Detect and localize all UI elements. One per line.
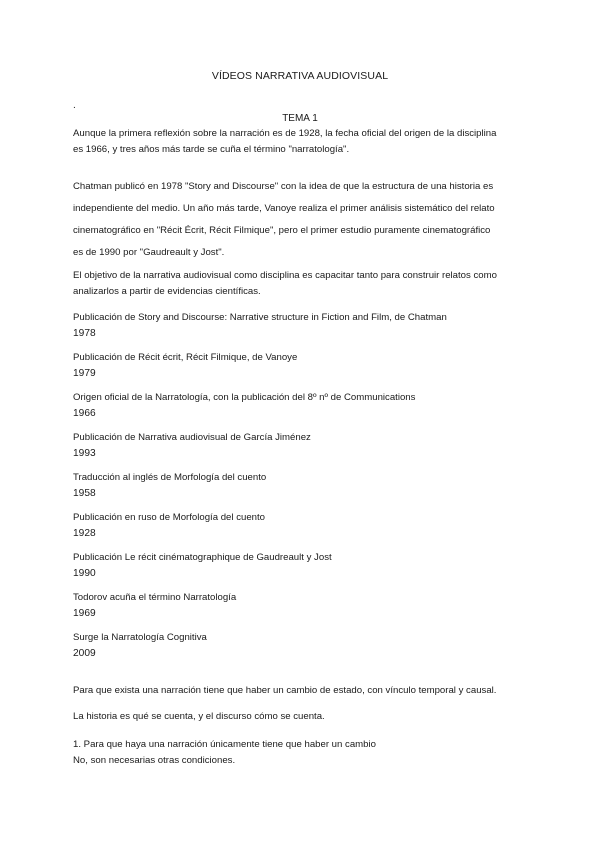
timeline-item [73, 310, 533, 342]
timeline-year: 1978 [73, 328, 96, 339]
timeline-event: Publicación en ruso de Morfología del cuento [73, 512, 265, 523]
chatman-line: cinematográfico en "Récit Écrit, Récit Filmique", pero el primer estudio puramente cinematográfico [73, 225, 491, 236]
cambio-paragraph [73, 683, 533, 699]
timeline-item [73, 430, 533, 462]
timeline-event: Publicación de Story and Discourse: Narrative structure in Fiction and Film, de Chatman [73, 312, 447, 323]
timeline-item [73, 550, 533, 582]
timeline-item [73, 590, 533, 622]
timeline-year: 1928 [73, 528, 96, 539]
cambio-text: Para que exista una narración tiene que haber un cambio de estado, con vínculo temporal y causal. [73, 685, 497, 696]
timeline-event: Publicación de Récit écrit, Récit Filmique, de Vanoye [73, 352, 298, 363]
timeline-item [73, 470, 533, 502]
chatman-line: Chatman publicó en 1978 "Story and Discourse" con la idea de que la estructura de una historia es [73, 181, 494, 192]
objetivo-line: El objetivo de la narrativa audiovisual como disciplina es capacitar tanto para construir relatos como [73, 270, 497, 281]
timeline-item [73, 390, 533, 422]
question-text: 1. Para que haya una narración únicamente tiene que haber un cambio [73, 739, 376, 750]
objetivo-line: analizarlos a partir de evidencias científicas. [73, 286, 261, 297]
timeline-event: Origen oficial de la Narratología, con la publicación del 8º nº de Communications [73, 392, 416, 403]
timeline-item [73, 510, 533, 542]
historia-text: La historia es qué se cuenta, y el discurso cómo se cuenta. [73, 711, 325, 722]
timeline-event: Surge la Narratología Cognitiva [73, 632, 207, 643]
intro-line: Aunque la primera reflexión sobre la narración es de 1928, la fecha oficial del origen de la disciplina [73, 128, 497, 139]
question-block [73, 737, 533, 769]
chatman-line: independiente del medio. Un año más tarde, Vanoye realiza el primer análisis sistemático del relato [73, 203, 495, 214]
historia-paragraph [73, 709, 533, 725]
timeline-year: 1969 [73, 608, 96, 619]
timeline-year: 2009 [73, 648, 96, 659]
document-title: VÍDEOS NARRATIVA AUDIOVISUAL [211, 70, 389, 82]
objetivo-paragraph [73, 268, 533, 300]
stray-marker: . [73, 100, 76, 111]
timeline-event: Traducción al inglés de Morfología del cuento [73, 472, 267, 483]
chatman-line: es de 1990 por "Gaudreault y Jost". [73, 247, 225, 258]
timeline-event: Publicación Le récit cinématographique de Gaudreault y Jost [73, 552, 332, 563]
section-heading: TEMA 1 [282, 113, 318, 124]
timeline-event: Publicación de Narrativa audiovisual de García Jiménez [73, 432, 311, 443]
timeline-item [73, 350, 533, 382]
timeline-year: 1993 [73, 448, 96, 459]
timeline-year: 1958 [73, 488, 96, 499]
intro-paragraph [73, 126, 533, 158]
timeline-year: 1990 [73, 568, 96, 579]
timeline-year: 1966 [73, 408, 96, 419]
timeline-item [73, 630, 533, 662]
timeline-event: Todorov acuña el término Narratología [73, 592, 237, 603]
timeline-year: 1979 [73, 368, 96, 379]
answer-text: No, son necesarias otras condiciones. [73, 755, 236, 766]
chatman-paragraph [73, 176, 533, 264]
intro-line: es 1966, y tres años más tarde se cuña el término "narratología". [73, 144, 350, 155]
